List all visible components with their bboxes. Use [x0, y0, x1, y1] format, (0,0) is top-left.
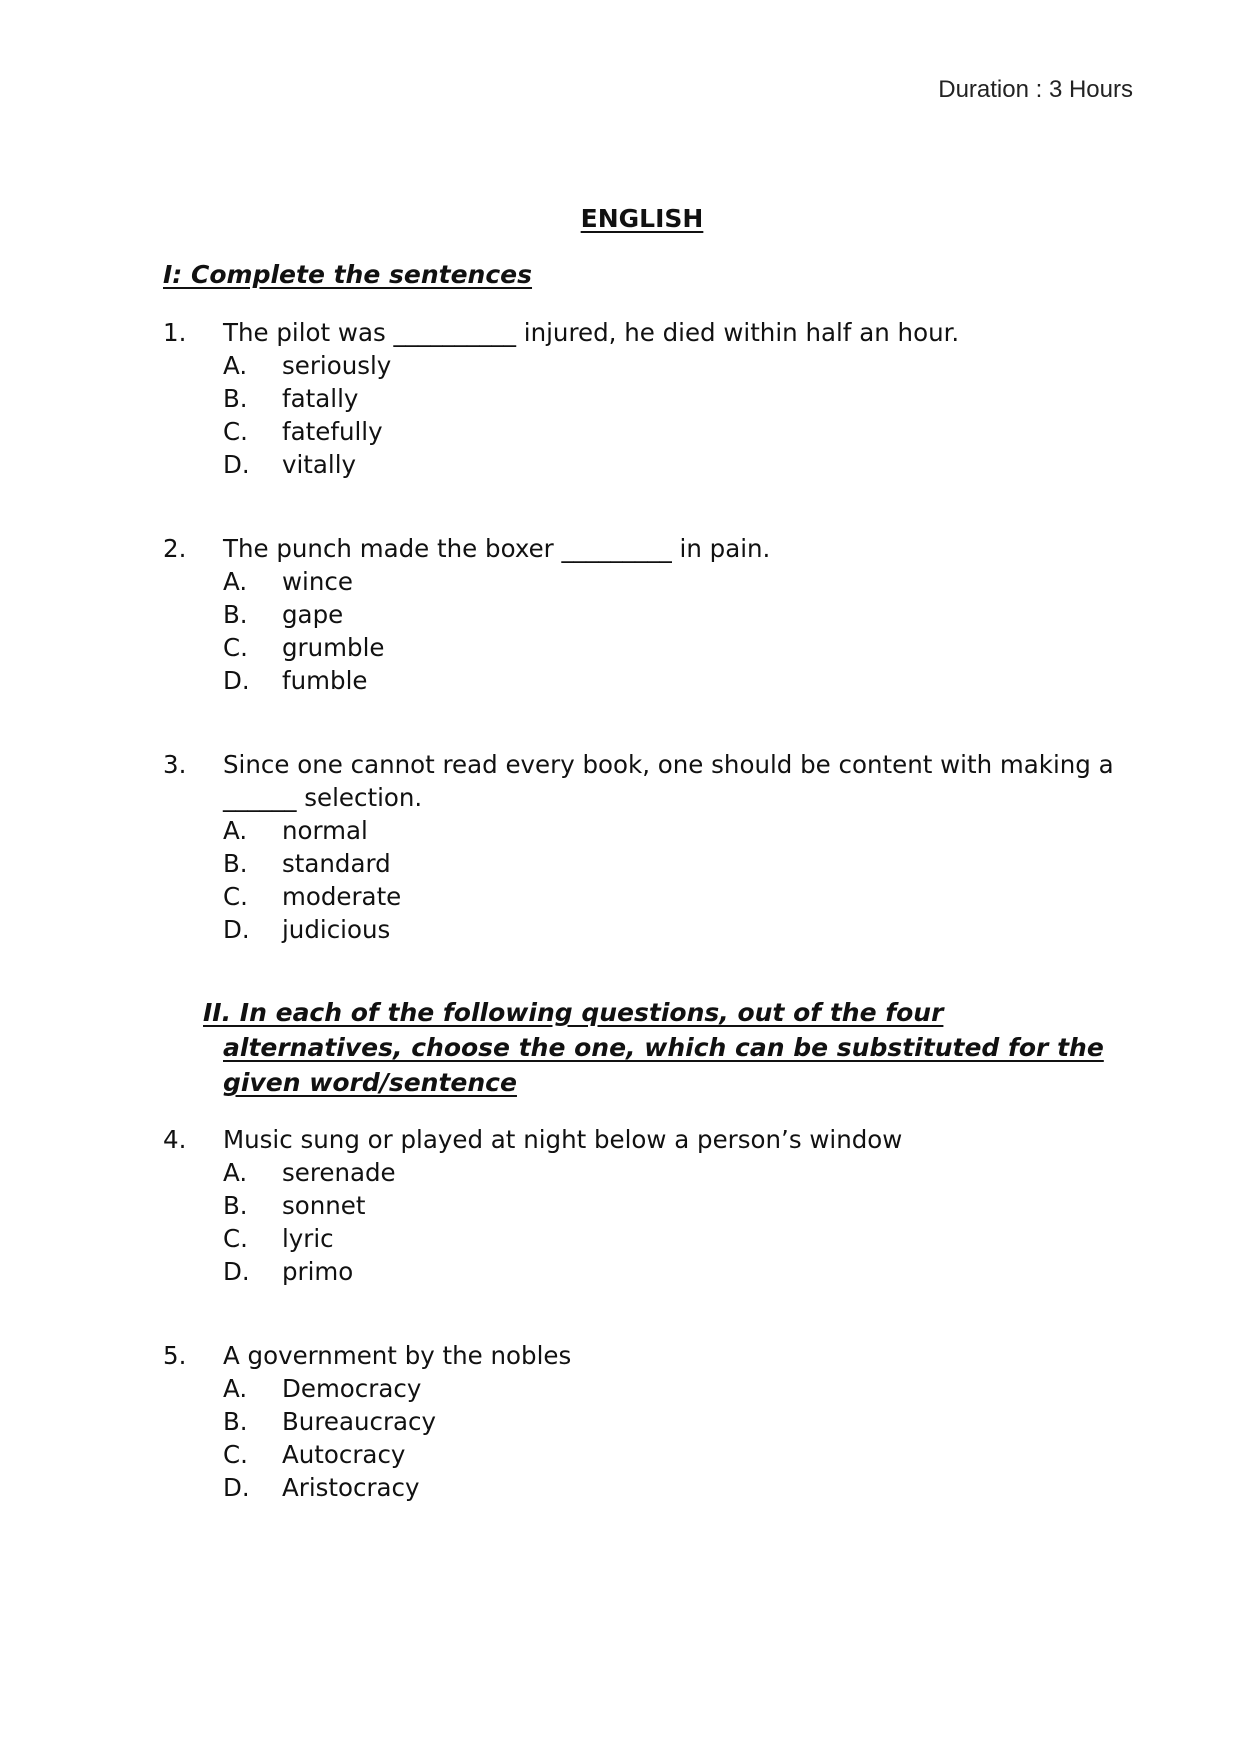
option-text: Autocracy — [282, 1440, 406, 1469]
option-text: seriously — [282, 351, 392, 380]
option-c — [163, 415, 1123, 448]
option-b — [163, 847, 1123, 880]
option-letter: C. — [223, 633, 248, 662]
option-text: primo — [282, 1257, 354, 1286]
option-letter: A. — [223, 1374, 248, 1403]
option-letter: B. — [223, 600, 248, 629]
option-text: grumble — [282, 633, 385, 662]
page-title: ENGLISH — [580, 204, 704, 233]
option-a — [163, 565, 1123, 598]
option-b — [163, 1405, 1123, 1438]
question-text: Since one cannot read every book, one should be content with making a ______ selection. — [223, 750, 1114, 812]
option-d — [163, 913, 1123, 946]
option-letter: D. — [223, 915, 250, 944]
duration-label: Duration : 3 Hours — [938, 76, 1133, 103]
option-a — [163, 1156, 1123, 1189]
option-letter: B. — [223, 384, 248, 413]
option-text: fatefully — [282, 417, 383, 446]
option-d — [163, 664, 1123, 697]
option-text: Democracy — [282, 1374, 422, 1403]
section-2-heading — [163, 995, 1113, 1100]
option-d — [163, 1255, 1123, 1288]
question-number: 2. — [163, 534, 187, 563]
section-2-heading-line-1: II. In each of the following questions, out of the four — [203, 998, 944, 1027]
option-letter: C. — [223, 417, 248, 446]
option-letter: C. — [223, 1224, 248, 1253]
question-5 — [163, 1339, 1123, 1504]
question-text: The punch made the boxer _________ in pain. — [223, 534, 771, 563]
option-text: Bureaucracy — [282, 1407, 437, 1436]
question-text: Music sung or played at night below a person’s window — [223, 1125, 903, 1154]
question-text: A government by the nobles — [223, 1341, 572, 1370]
option-letter: D. — [223, 1257, 250, 1286]
option-text: wince — [282, 567, 353, 596]
option-text: sonnet — [282, 1191, 366, 1220]
option-a — [163, 1372, 1123, 1405]
section-1-heading: I: Complete the sentences — [163, 260, 533, 289]
option-letter: A. — [223, 816, 248, 845]
option-letter: A. — [223, 1158, 248, 1187]
option-letter: A. — [223, 351, 248, 380]
question-number: 3. — [163, 750, 187, 779]
option-text: fatally — [282, 384, 359, 413]
option-text: moderate — [282, 882, 402, 911]
option-c — [163, 631, 1123, 664]
option-text: gape — [282, 600, 344, 629]
section-2-heading-line-3: given word/sentence — [223, 1068, 517, 1097]
question-3 — [163, 748, 1123, 946]
option-letter: D. — [223, 1473, 250, 1502]
question-2 — [163, 532, 1123, 697]
question-4 — [163, 1123, 1123, 1288]
question-1 — [163, 316, 1123, 481]
option-letter: B. — [223, 1407, 248, 1436]
question-number: 1. — [163, 318, 187, 347]
option-letter: C. — [223, 882, 248, 911]
option-c — [163, 1222, 1123, 1255]
question-text: The pilot was __________ injured, he died within half an hour. — [223, 318, 960, 347]
option-text: standard — [282, 849, 391, 878]
option-letter: D. — [223, 450, 250, 479]
option-letter: D. — [223, 666, 250, 695]
question-number: 5. — [163, 1341, 187, 1370]
option-letter: B. — [223, 1191, 248, 1220]
option-text: normal — [282, 816, 368, 845]
option-c — [163, 880, 1123, 913]
option-d — [163, 1471, 1123, 1504]
option-d — [163, 448, 1123, 481]
section-2-heading-line-2: alternatives, choose the one, which can be substituted for the — [223, 1033, 1104, 1062]
option-text: Aristocracy — [282, 1473, 420, 1502]
option-b — [163, 382, 1123, 415]
option-letter: C. — [223, 1440, 248, 1469]
option-letter: B. — [223, 849, 248, 878]
option-text: vitally — [282, 450, 357, 479]
option-a — [163, 349, 1123, 382]
option-b — [163, 1189, 1123, 1222]
option-a — [163, 814, 1123, 847]
option-text: serenade — [282, 1158, 396, 1187]
option-c — [163, 1438, 1123, 1471]
option-text: fumble — [282, 666, 368, 695]
question-number: 4. — [163, 1125, 187, 1154]
option-text: lyric — [282, 1224, 334, 1253]
option-text: judicious — [282, 915, 391, 944]
option-b — [163, 598, 1123, 631]
option-letter: A. — [223, 567, 248, 596]
